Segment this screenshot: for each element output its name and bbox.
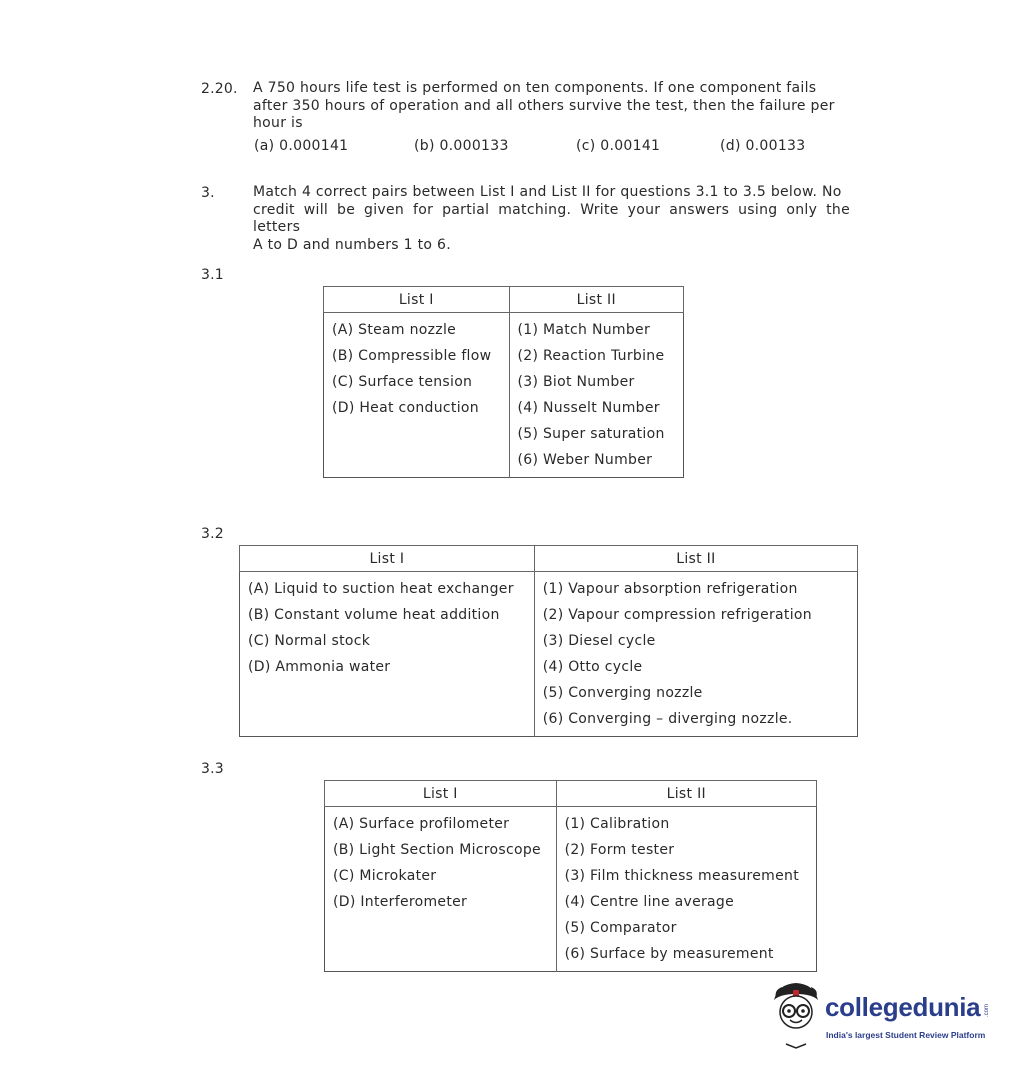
list-i-header: List I [325, 781, 557, 807]
collegedunia-logo [768, 978, 998, 1058]
list-ii-item: (2) Reaction Turbine [517, 348, 665, 364]
list-i-item: (A) Surface profilometer [325, 807, 557, 838]
match-table-3-2 [239, 545, 858, 737]
list-i-item: (B) Light Section Microscope [325, 837, 557, 863]
list-i-item [240, 706, 535, 737]
question-line: hour is [253, 115, 303, 131]
question-line: after 350 hours of operation and all others survive the test, then the failure per [253, 97, 835, 114]
list-ii-item: (1) Calibration [564, 816, 670, 832]
list-i-item: (D) Ammonia water [240, 654, 535, 680]
list-ii-item: (4) Otto cycle [542, 659, 643, 675]
list-i-item: (A) Liquid to suction heat exchanger [240, 572, 535, 603]
list-ii-item: (2) Form tester [564, 842, 675, 858]
list-i-item: (B) Constant volume heat addition [240, 602, 535, 628]
list-i-item [325, 941, 557, 972]
match-table-3-3 [324, 780, 817, 972]
option-a: (a) 0.000141 [254, 138, 349, 154]
list-i-item: (D) Heat conduction [324, 395, 510, 421]
question-line: A to D and numbers 1 to 6. [253, 236, 451, 253]
list-i-item [324, 421, 510, 447]
list-i-item [240, 680, 535, 706]
list-i-item: (D) Interferometer [325, 889, 557, 915]
question-text [253, 80, 850, 133]
list-ii-header: List II [556, 781, 816, 807]
list-ii-header: List II [509, 287, 683, 313]
list-ii-item: (2) Vapour compression refrigeration [542, 607, 812, 623]
list-ii-item: (3) Diesel cycle [542, 633, 656, 649]
question-number: 3. [201, 185, 215, 201]
list-ii-item: (3) Biot Number [517, 374, 635, 390]
list-ii-item: (4) Nusselt Number [517, 400, 660, 416]
list-i-item: (C) Surface tension [324, 369, 510, 395]
list-i-item: (C) Normal stock [240, 628, 535, 654]
list-ii-item: (6) Weber Number [517, 452, 653, 468]
question-number: 3.2 [201, 526, 224, 542]
mascot-icon [768, 978, 826, 1054]
list-ii-item: (1) Vapour absorption refrigeration [542, 581, 798, 597]
list-ii-header: List II [534, 546, 857, 572]
match-table-3-1 [323, 286, 684, 478]
list-ii-item: (6) Converging – diverging nozzle. [542, 711, 793, 727]
list-i-item [324, 447, 510, 478]
question-line: Match 4 correct pairs between List I and List II for questions 3.1 to 3.5 below. No [253, 184, 842, 200]
list-i-item [325, 915, 557, 941]
brand-domain: .com [984, 1004, 990, 1018]
list-ii-item: (5) Converging nozzle [542, 685, 703, 701]
list-ii-item: (4) Centre line average [564, 894, 735, 910]
question-number: 3.1 [201, 267, 224, 283]
question-number: 3.3 [201, 761, 224, 777]
question-line: A 750 hours life test is performed on ten components. If one component fails [253, 80, 817, 96]
brand-tagline: India's largest Student Review Platform [826, 1030, 986, 1040]
list-ii-item: (6) Surface by measurement [564, 946, 774, 962]
list-i-item: (A) Steam nozzle [324, 313, 510, 344]
question-number: 2.20. [201, 81, 238, 97]
list-ii-item: (3) Film thickness measurement [564, 868, 799, 884]
list-i-item: (B) Compressible flow [324, 343, 510, 369]
question-text [253, 184, 850, 254]
question-line: credit will be given for partial matching. Write your answers using only the letters [253, 201, 850, 235]
list-i-header: List I [324, 287, 510, 313]
list-ii-item: (1) Match Number [517, 322, 651, 338]
list-ii-item: (5) Comparator [564, 920, 677, 936]
option-d: (d) 0.00133 [720, 138, 806, 154]
option-b: (b) 0.000133 [414, 138, 509, 154]
list-i-header: List I [240, 546, 535, 572]
brand-name: collegedunia [825, 992, 981, 1022]
list-i-item: (C) Microkater [325, 863, 557, 889]
option-c: (c) 0.00141 [576, 138, 661, 154]
list-ii-item: (5) Super saturation [517, 426, 665, 442]
